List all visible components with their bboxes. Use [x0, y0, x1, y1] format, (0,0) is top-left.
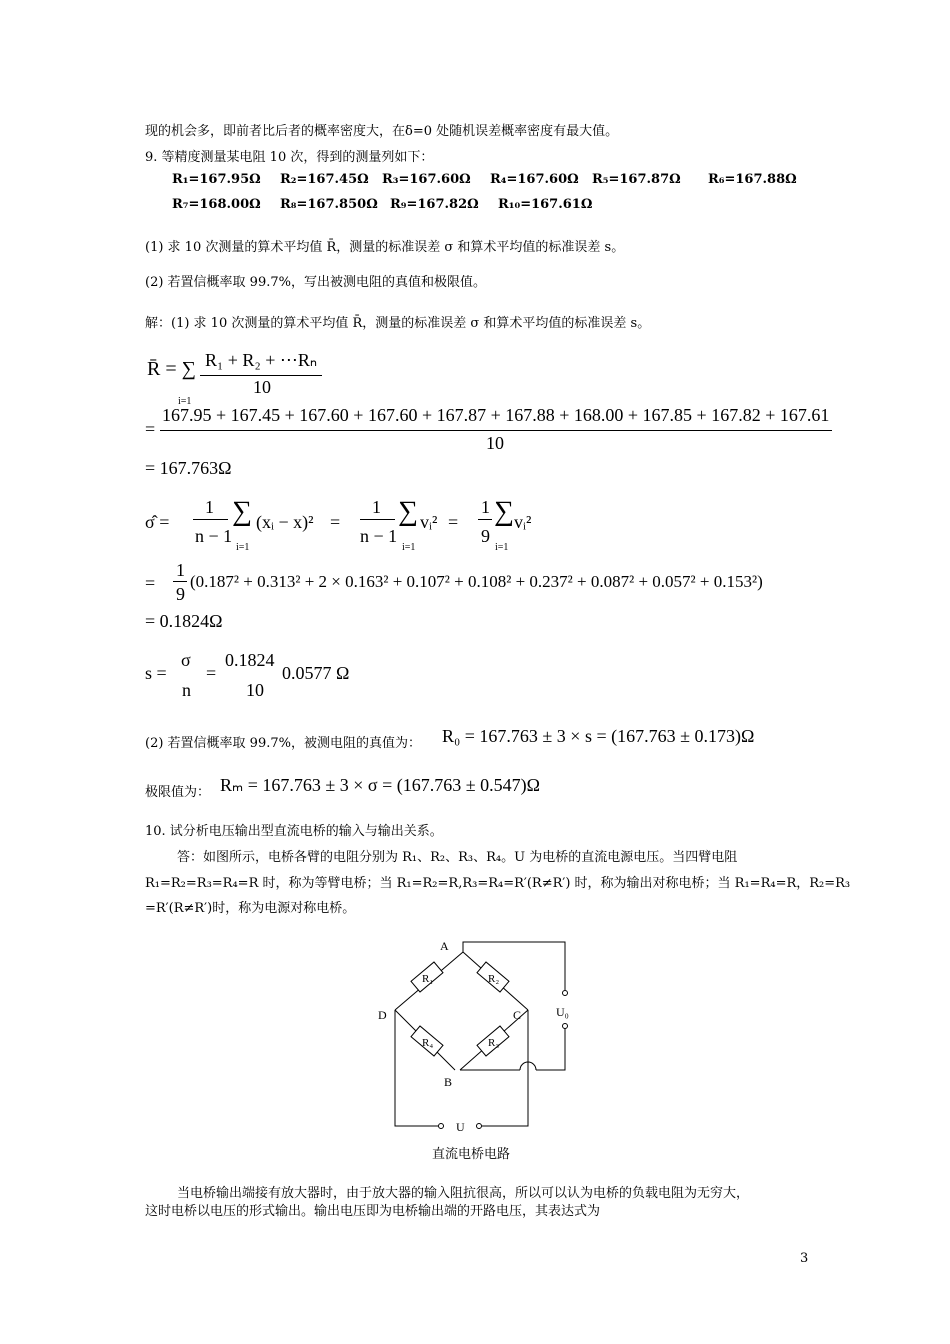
eq-sigma-lhs: σ̂ = — [145, 512, 170, 532]
node-d-label: D — [378, 1008, 387, 1022]
eq-sigma-sum-sign-3: ∑ — [494, 496, 514, 527]
eq-sum-numerator: 167.95 + 167.45 + 167.60 + 167.60 + 167.87 + 167.88 + 168.00 + 167.85 + 167.82 + 167.61 — [162, 405, 830, 425]
eq-mean-top: R₁ + R₂ + ⋯Rₙ — [205, 350, 318, 370]
r2-label: R₂ — [488, 973, 500, 985]
q9-title: 9. 等精度测量某电阻 10 次，得到的测量列如下： — [145, 150, 434, 165]
q9-part1: (1) 求 10 次测量的算术平均值 R̄，测量的标准误差 σ 和算术平均值的标准误差 s。 — [145, 240, 625, 255]
node-b-label: B — [444, 1075, 453, 1089]
measurement-r5: R₅=167.87Ω — [592, 172, 681, 187]
measurement-r1: R₁=167.95Ω — [172, 172, 261, 187]
eq-sigma-expand-frac-den: 9 — [176, 584, 185, 604]
eq-sum-denominator: 10 — [486, 433, 504, 453]
solution-intro: 解：(1) 求 10 次测量的算术平均值 R̄，测量的标准误差 σ 和算术平均值的标准误差 s。 — [145, 316, 651, 331]
eq-sigma-sum1: (xᵢ − x)² — [256, 512, 314, 532]
q10-answer-line3: =R′(R≠R′)时，称为电源对称电桥。 — [145, 901, 356, 916]
limit-eq: Rₘ = 167.763 ± 3 × σ = (167.763 ± 0.547)Ω — [220, 775, 541, 795]
eq-s-num2: 0.1824 — [225, 650, 275, 670]
measurement-r2: R₂=167.45Ω — [280, 172, 369, 187]
eq-sigma-frac3-den: 9 — [481, 526, 490, 546]
r3-label: R₃ — [488, 1037, 500, 1049]
r4-label: R₄ — [422, 1037, 434, 1049]
eq-sigma-frac3-bar — [478, 519, 492, 520]
measurement-r3: R₃=167.60Ω — [382, 172, 471, 187]
q10-answer-line1: 答：如图所示，电桥各臂的电阻分别为 R₁、R₂、R₃、R₄。U 为电桥的直流电源电压。当四臂电阻 — [177, 850, 738, 865]
eq-s-num1: σ — [181, 650, 191, 670]
eq-sigma-eq2: = — [330, 512, 341, 532]
eq-s-lhs: s = — [145, 663, 167, 683]
eq-sigma-expand-frac-bar — [173, 581, 187, 582]
measurement-r6: R₆=167.88Ω — [708, 172, 797, 187]
measurement-r8: R₈=167.850Ω — [280, 197, 378, 212]
r1-label: R₁ — [422, 973, 434, 985]
eq-sigma-result: = 0.1824Ω — [145, 611, 223, 631]
eq-sigma-frac2-den: n − 1 — [360, 526, 398, 546]
eq-sum-fraction-bar — [160, 430, 832, 431]
eq-sigma-frac2-bar — [360, 519, 395, 520]
measurement-r4: R₄=167.60Ω — [490, 172, 579, 187]
eq-s-den1: n — [182, 680, 191, 700]
eq-sigma-sum2: vᵢ² — [420, 512, 438, 532]
eq-sigma-index-1: i=1 — [236, 542, 250, 553]
eq-sigma-frac3-num: 1 — [481, 497, 490, 517]
limit-label: 极限值为： — [145, 785, 211, 800]
q10-answer-line2: R₁=R₂=R₃=R₄=R 时，称为等臂电桥；当 R₁=R₂=R,R₃=R₄=R′(R≠R′) 时，称为输出对称电桥；当 R₁=R₄=R，R₂=R₃ — [145, 876, 851, 891]
eq-mean-fraction-bar — [200, 375, 322, 376]
measurement-r10: R₁₀=167.61Ω — [498, 197, 593, 212]
eq-sigma-expand-frac-num: 1 — [176, 560, 185, 580]
u0-label: U₀ — [556, 1005, 569, 1019]
eq-sigma-sum3: vᵢ² — [514, 512, 532, 532]
eq-sigma-index-2: i=1 — [402, 542, 416, 553]
measurement-r7: R₇=168.00Ω — [172, 197, 261, 212]
eq-sigma-sum-sign-2: ∑ — [398, 496, 418, 527]
eq-sigma-sum-sign-1: ∑ — [232, 496, 252, 527]
eq-sigma-frac1-num: 1 — [205, 497, 214, 517]
eq-sigma-eq3: = — [448, 512, 459, 532]
q10-para-line2: 这时电桥以电压的形式输出。输出电压即为电桥输出端的开路电压，其表达式为 — [145, 1204, 601, 1219]
eq-s-equals: = — [206, 663, 217, 683]
intro-line: 现的机会多，即前者比后者的概率密度大，在δ=0 处随机误差概率密度有最大值。 — [145, 124, 619, 139]
node-c-label: C — [513, 1008, 522, 1022]
eq-mean-result: = 167.763Ω — [145, 458, 232, 478]
eq-sigma-expand-equals: = — [145, 573, 156, 593]
q10-title: 10. 试分析电压输出型直流电桥的输入与输出关系。 — [145, 824, 443, 839]
eq-sigma-index-3: i=1 — [495, 542, 509, 553]
node-a-label: A — [440, 939, 449, 953]
eq-sigma-frac2-num: 1 — [372, 497, 381, 517]
eq-sigma-frac1-den: n − 1 — [195, 526, 233, 546]
eq-sigma-frac1-bar — [193, 519, 228, 520]
bridge-circuit-diagram — [360, 930, 590, 1140]
eq-s-den2: 10 — [246, 680, 264, 700]
true-value-eq: R₀ = 167.763 ± 3 × s = (167.763 ± 0.173)Ω — [442, 726, 755, 746]
u-label: U — [456, 1120, 465, 1134]
eq-s-result: 0.0577 Ω — [282, 663, 350, 683]
q9-part2: (2) 若置信概率取 99.7%，写出被测电阻的真值和极限值。 — [145, 275, 486, 290]
page-number: 3 — [800, 1251, 809, 1266]
eq-sigma-expand: (0.187² + 0.313² + 2 × 0.163² + 0.107² + 0.108² + 0.237² + 0.087² + 0.057² + 0.153²) — [190, 572, 763, 591]
measurement-r9: R₉=167.82Ω — [390, 197, 479, 212]
q10-para-line1: 当电桥输出端接有放大器时，由于放大器的输入阻抗很高，所以可以认为电桥的负载电阻为无穷大， — [177, 1186, 750, 1201]
eq-mean-den: 10 — [253, 377, 271, 397]
eq-mean-index: i=1 — [178, 396, 192, 407]
true-value-label: (2) 若置信概率取 99.7%，被测电阻的真值为： — [145, 736, 421, 751]
eq-sum-equals: = — [145, 419, 156, 439]
eq-mean-lhs: R̄ = ∑ — [147, 358, 196, 380]
diagram-caption: 直流电桥电路 — [432, 1147, 511, 1162]
